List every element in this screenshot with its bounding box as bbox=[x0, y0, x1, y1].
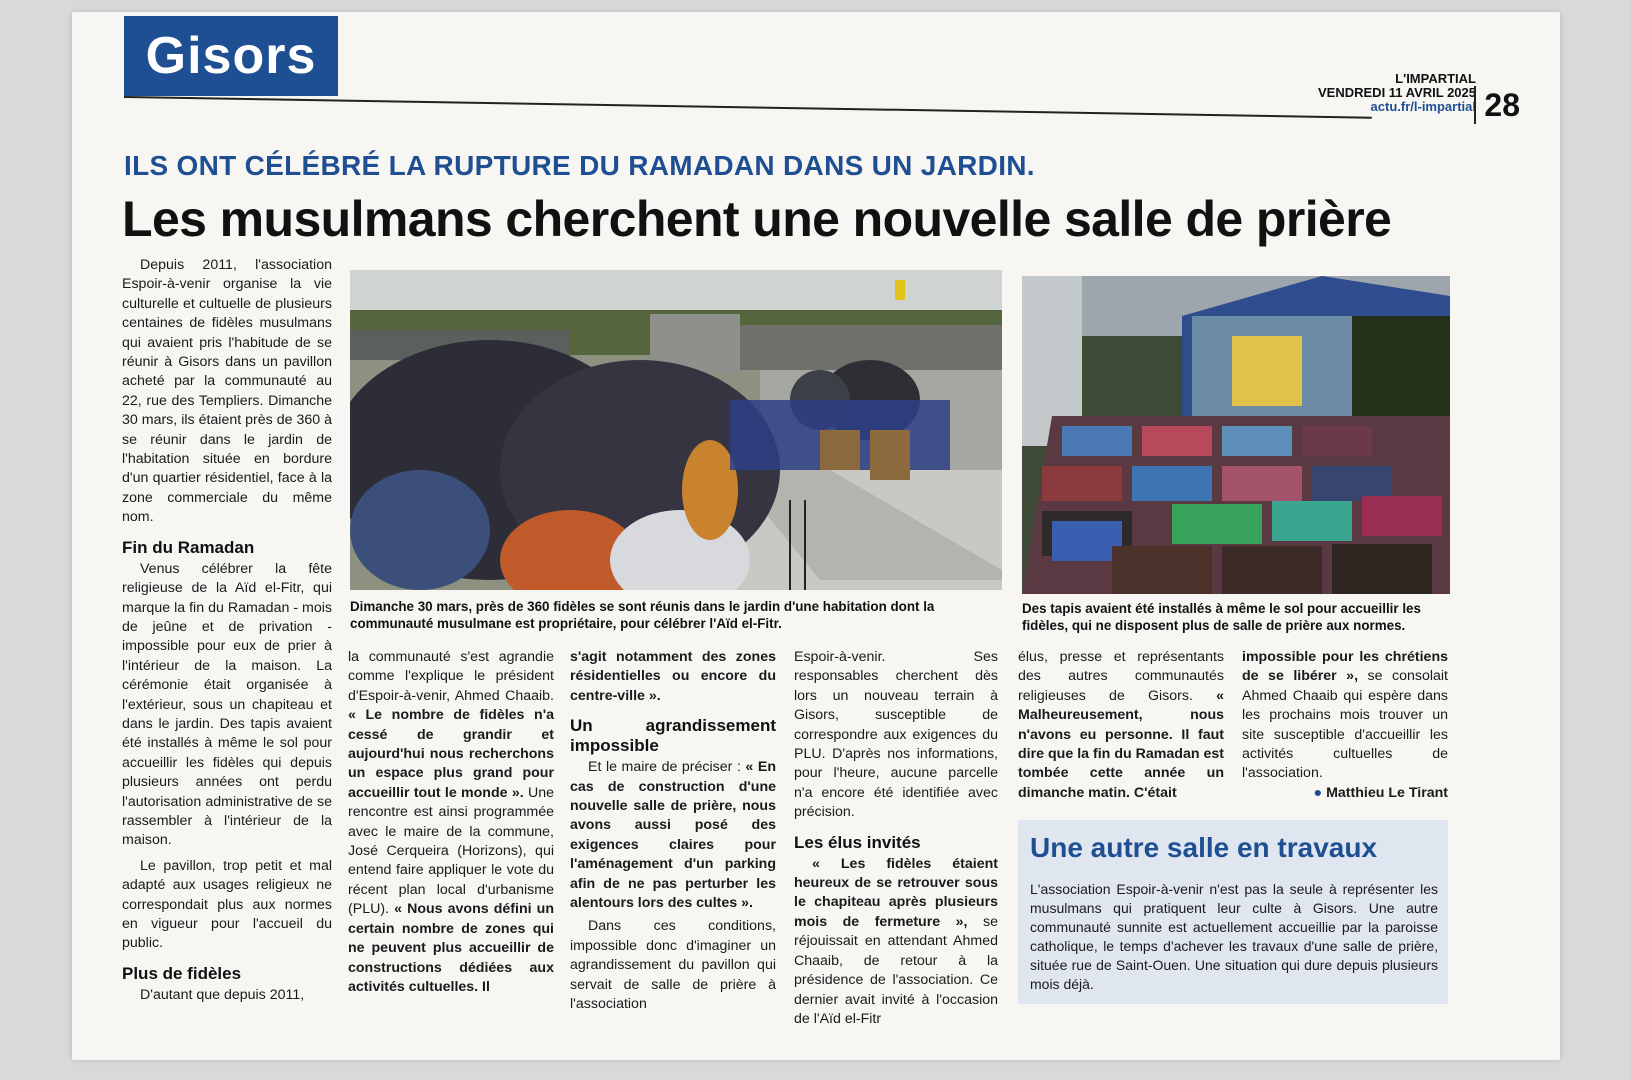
quote: « Malheureusement, nous n'avons eu personne. Il faut dire que la fin du Ramadan est tombée cette année un dimanche matin. C'était bbox=[1018, 687, 1224, 801]
header-rule bbox=[124, 96, 1372, 119]
issue-date: VENDREDI 11 AVRIL 2025 bbox=[1318, 85, 1476, 100]
text: élus, presse et représentants des autres communautés religieuses de Gisors. bbox=[1018, 649, 1224, 704]
paragraph: Le pavillon, trop petit et mal adapté aux usages religieux ne correspondait plus aux normes en vigueur pour l'accueil du public. bbox=[122, 857, 332, 952]
quote: « Nous avons défini un certain nombre de zones qui ne peuvent plus accueillir de constructions dédiées aux activités cultuelles. Il bbox=[348, 901, 554, 995]
newspaper-page bbox=[72, 12, 1560, 1060]
paragraph: Dans ces conditions, impossible donc d'imaginer un agrandissement du pavillon qui servait de salle de prière à l'association bbox=[570, 918, 776, 1013]
subheading: Les élus invités bbox=[794, 832, 921, 852]
headline: Les musulmans cherchent une nouvelle salle de prière bbox=[122, 191, 1392, 247]
masthead bbox=[1318, 72, 1476, 114]
article-column-3 bbox=[570, 648, 776, 1015]
paragraph: D'autant que depuis 2011, bbox=[140, 986, 305, 1003]
paragraph: Venus célébrer la fête religieuse de la Aïd el-Fitr, qui marque la fin du Ramadan - mois de jeûne et de privation - impossible pour eux de prier à l'intérieur de la maison. La cérémonie était organisée à l'extérieur, sous un chapiteau et dans le jardin. Des tapis avaient été installés à même le sol pour accueillir les fidèles qui depuis plusieurs années ont perdu l'autorisation administrative de se rassembler à l'intérieur de la maison. bbox=[122, 560, 332, 849]
box-title: Une autre salle en travaux bbox=[1030, 832, 1378, 863]
page-number: 28 bbox=[1474, 86, 1520, 124]
article-column-2 bbox=[348, 648, 554, 997]
paragraph: Espoir-à-venir. Ses responsables cherchent dès lors un nouveau terrain à Gisors, susceptible de correspondre aux exigences du PLU. D'après nos informations, pour l'heure, aucune parcelle n'a encore été identifiée avec précision. bbox=[794, 649, 998, 821]
bullet-icon: ● bbox=[1313, 784, 1323, 801]
article-column-5 bbox=[1018, 648, 1224, 803]
box-text: L'association Espoir-à-venir n'est pas la seule à représenter les musulmans qui pratiquent leur culte à Gisors. Une autre communauté sunnite est actuellement accueillie par la paroisse catholique, le temps d'achever les travaux d'une salle de prière, située rue de Saint-Ouen. Une situation qui dure depuis plusieurs mois déjà. bbox=[1030, 881, 1438, 992]
article-column-1 bbox=[122, 256, 332, 1005]
section-label: Gisors bbox=[124, 16, 338, 96]
quote: s'agit notamment des zones résidentielles ou encore du centre-ville ». bbox=[570, 649, 776, 704]
website: actu.fr/l-impartial bbox=[1370, 99, 1476, 114]
kicker: ILS ONT CÉLÉBRÉ LA RUPTURE DU RAMADAN DANS UN JARDIN. bbox=[124, 150, 1035, 181]
text: se consolait Ahmed Chaaib qui espère dans les prochains mois trouver un site susceptible d'accueillir les activités cultuelles de l'association. bbox=[1242, 668, 1449, 782]
author-name: Matthieu Le Tirant bbox=[1326, 784, 1448, 801]
paper-name: L'IMPARTIAL bbox=[1395, 71, 1476, 86]
paragraph bbox=[570, 758, 776, 913]
photo-crowd-garden bbox=[350, 270, 1002, 590]
article-column-4 bbox=[794, 648, 998, 1029]
paragraph bbox=[794, 855, 998, 1030]
subheading: Un agrandissement impossible bbox=[570, 716, 776, 756]
text: Et le maire de préciser : bbox=[588, 759, 741, 776]
photo-prayer-rugs bbox=[1022, 276, 1450, 594]
text: Une rencontre est ainsi programmée avec le maire de la commune, José Cerqueira (Horizons), qui entend faire appliquer le vote du récent plan local d'urbanisme (PLU). bbox=[348, 784, 555, 918]
subheading: Plus de fidèles bbox=[122, 963, 242, 983]
paragraph: Depuis 2011, l'association Espoir-à-venir organise la vie culturelle et cultuelle de plusieurs centaines de fidèles musulmans qui avaient pris l'habitude de se réunir à Gisors dans un pavillon acheté par la communauté au 22, rue des Templiers. Dimanche 30 mars, ils étaient près de 360 à se réunir dans le jardin de l'habitation située en bordure d'un quartier résidentiel, face à la zone commerciale du même nom. bbox=[122, 257, 332, 526]
quote: « Le nombre de fidèles n'a cessé de grandir et aujourd'hui nous recherchons un espace plus grand pour accueillir tout le monde ». bbox=[348, 707, 554, 801]
author-byline bbox=[1242, 784, 1448, 803]
text: se réjouissait en attendant Ahmed Chaaib, de retour à la présidence de l'association. Ce dernier avait invité à l'occasion de l'Aïd el-Fitr bbox=[794, 913, 998, 1027]
paragraph bbox=[1242, 648, 1448, 784]
quote: « Les fidèles étaient heureux de se retrouver sous le chapiteau après plusieurs mois de fermeture », bbox=[794, 855, 998, 930]
photo-rugs-illustration bbox=[1022, 276, 1450, 594]
subheading: Fin du Ramadan bbox=[122, 537, 255, 557]
article-column-6 bbox=[1242, 648, 1448, 803]
text: la communauté s'est agrandie comme l'explique le président d'Espoir-à-venir, Ahmed Chaaib. bbox=[348, 649, 554, 704]
photo-caption-rugs: Des tapis avaient été installés à même le sol pour accueillir les fidèles, qui ne disposent plus de salle de prière aux normes. bbox=[1022, 601, 1421, 633]
quote: « En cas de construction d'une nouvelle salle de prière, nous avons aussi posé des exigences claires pour l'aménagement d'un parking afin de ne pas perturber les alentours lors des cultes ». bbox=[570, 759, 776, 912]
paragraph bbox=[1018, 648, 1224, 803]
paragraph bbox=[348, 648, 554, 997]
photo-crowd-illustration bbox=[350, 270, 1002, 590]
sidebar-box bbox=[1018, 820, 1448, 1004]
photo-caption-crowd: Dimanche 30 mars, près de 360 fidèles se sont réunis dans le jardin d'une habitation dont la communauté musulmane est propriétaire, pour célébrer l'Aïd el-Fitr. bbox=[350, 599, 935, 631]
quote: impossible pour les chrétiens de se libérer », bbox=[1242, 649, 1448, 685]
